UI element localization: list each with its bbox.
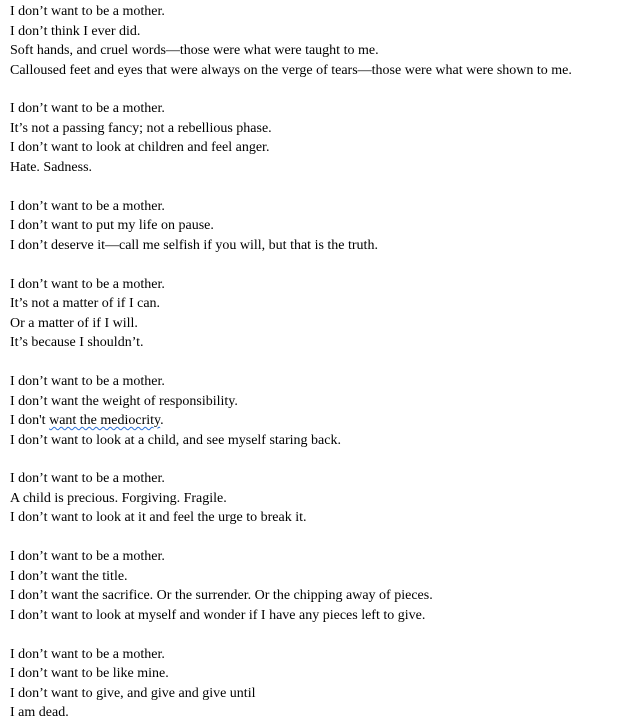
poem-line: I don’t want to be a mother.	[10, 549, 165, 565]
poem-line: Or a matter of if I will.	[10, 315, 138, 331]
poem-line: I don’t want to look at a child, and see myself staring back.	[10, 432, 341, 448]
poem-line: I don’t want to look at myself and wonder if I have any pieces left to give.	[10, 607, 426, 623]
poem-line: I don’t want to give, and give and give until	[10, 685, 256, 701]
poem-line: Calloused feet and eyes that were always on the verge of tears—those were what were shown to me.	[10, 62, 572, 78]
flagged-line-before: I don't	[10, 413, 50, 429]
document-body[interactable]	[10, 2, 635, 723]
poem-line: I don’t want the sacrifice. Or the surrender. Or the chipping away of pieces.	[10, 588, 433, 604]
poem-line-with-spellcheck	[10, 411, 635, 431]
poem-line: I don’t want the weight of responsibility.	[10, 393, 238, 409]
poem-line: I don’t want to look at it and feel the urge to break it.	[10, 510, 307, 526]
poem-line: I don’t want to be a mother.	[10, 198, 165, 214]
poem-line: I don’t want to be a mother.	[10, 471, 165, 487]
stanza-5	[10, 372, 635, 450]
poem-line: I don’t want to be a mother.	[10, 101, 165, 117]
poem-line: I don’t think I ever did.	[10, 23, 141, 39]
spellcheck-flagged-text[interactable]: want the mediocrity	[49, 413, 161, 429]
poem-line: I am dead.	[10, 705, 69, 721]
poem-line: I don’t deserve it—call me selfish if you will, but that is the truth.	[10, 237, 378, 253]
poem-line: It’s not a matter of if I can.	[10, 296, 161, 312]
flagged-line-after: .	[160, 413, 164, 429]
poem-line: Soft hands, and cruel words—those were what were taught to me.	[10, 43, 379, 58]
stanza-6	[10, 469, 635, 528]
stanza-7	[10, 547, 635, 625]
poem-line: It’s not a passing fancy; not a rebellious phase.	[10, 120, 272, 136]
poem-line: I don’t want to put my life on pause.	[10, 218, 214, 234]
poem-line: Hate. Sadness.	[10, 159, 93, 175]
stanza-3	[10, 197, 635, 256]
stanza-2	[10, 99, 635, 177]
poem-line: I don’t want to be like mine.	[10, 666, 169, 682]
poem-line: I don’t want the title.	[10, 568, 128, 584]
poem-line: I don’t want to be a mother.	[10, 276, 165, 292]
poem-line: I don’t want to be a mother.	[10, 646, 165, 662]
stanza-1	[10, 2, 635, 80]
poem-line: I don’t want to be a mother.	[10, 4, 165, 19]
poem-line: I don’t want to be a mother.	[10, 374, 165, 390]
stanza-4	[10, 275, 635, 353]
poem-line: It’s because I shouldn’t.	[10, 335, 144, 351]
poem-line: I don’t want to look at children and feel anger.	[10, 140, 270, 156]
stanza-8	[10, 645, 635, 723]
poem-line: A child is precious. Forgiving. Fragile.	[10, 490, 227, 506]
